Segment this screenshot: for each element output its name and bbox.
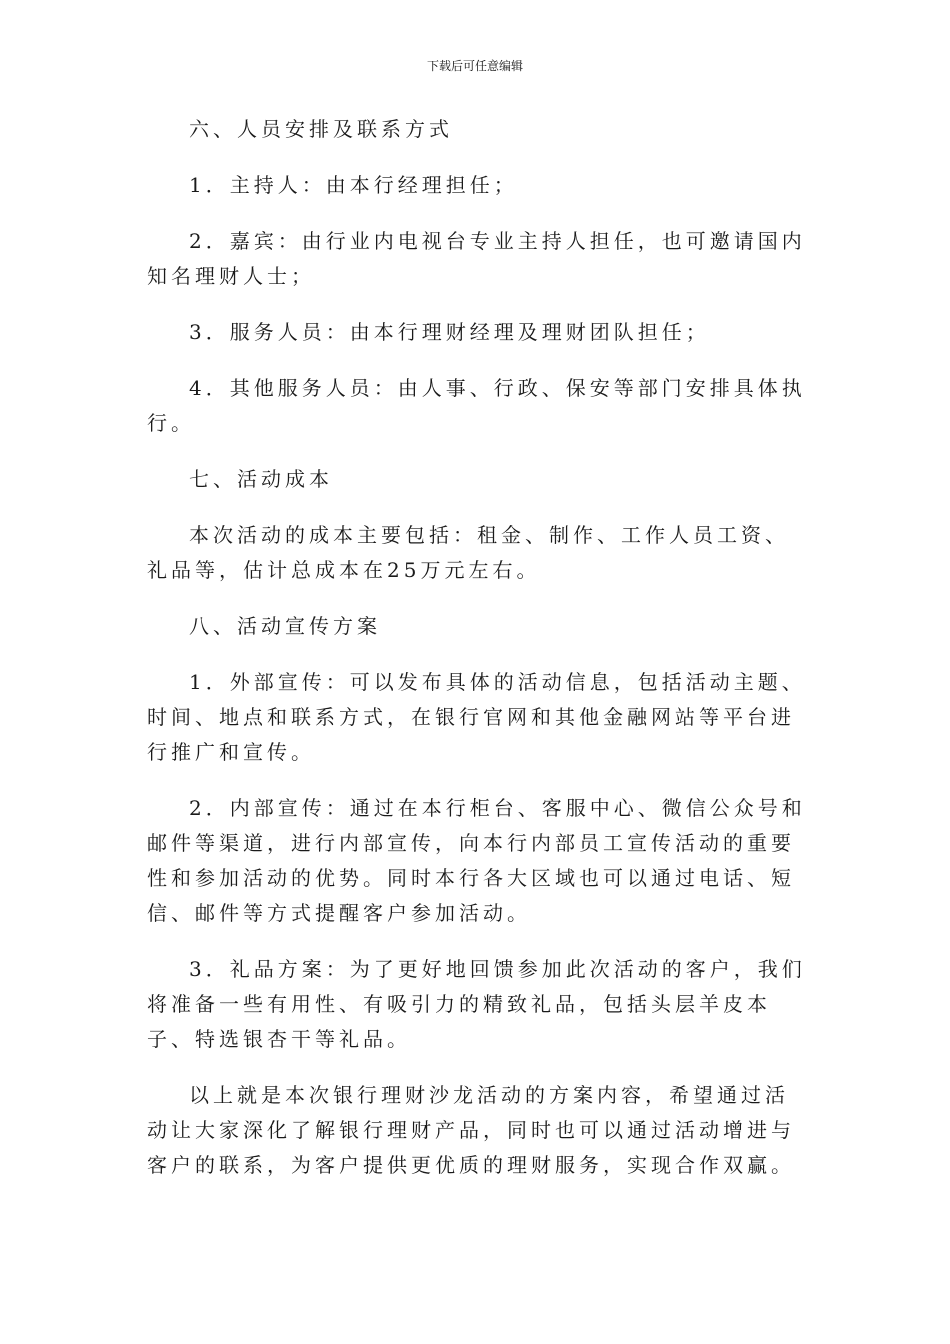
document-body	[147, 112, 807, 1204]
section-heading-cost: 七、活动成本	[189, 467, 333, 491]
paragraph-cost: 本次活动的成本主要包括：租金、制作、工作人员工资、礼品等，估计总成本在25万元左右。	[147, 523, 789, 582]
list-item-internal-promotion: 2．内部宣传：通过在本行柜台、客服中心、微信公众号和邮件等渠道，进行内部宣传，向本行内部员工宣传活动的重要性和参加活动的优势。同时本行各大区域也可以通过电话、短信、邮件等方式提醒客户参加活动。	[147, 796, 806, 925]
section-heading-promotion: 八、活动宣传方案	[189, 614, 381, 638]
list-item-external-promotion: 1．外部宣传：可以发布具体的活动信息，包括活动主题、时间、地点和联系方式，在银行官网和其他金融网站等平台进行推广和宣传。	[147, 670, 806, 764]
paragraph-conclusion: 以上就是本次银行理财沙龙活动的方案内容，希望通过活动让大家深化了解银行理财产品，同时也可以通过活动增进与客户的联系，为客户提供更优质的理财服务，实现合作双赢。	[147, 1083, 795, 1177]
list-item-host: 1．主持人：由本行经理担任；	[189, 173, 518, 197]
page-header-note: 下载后可任意编辑	[426, 59, 523, 73]
list-item-service-staff: 3．服务人员：由本行理财经理及理财团队担任；	[189, 320, 710, 344]
section-heading-staffing: 六、人员安排及联系方式	[189, 117, 453, 141]
list-item-other-staff: 4．其他服务人员：由人事、行政、保安等部门安排具体执行。	[147, 376, 806, 435]
list-item-gift-plan: 3．礼品方案：为了更好地回馈参加此次活动的客户，我们将准备一些有用性、有吸引力的精致礼品，包括头层羊皮本子、特选银杏干等礼品。	[147, 957, 806, 1051]
list-item-guests: 2．嘉宾：由行业内电视台专业主持人担任，也可邀请国内知名理财人士；	[147, 229, 806, 288]
